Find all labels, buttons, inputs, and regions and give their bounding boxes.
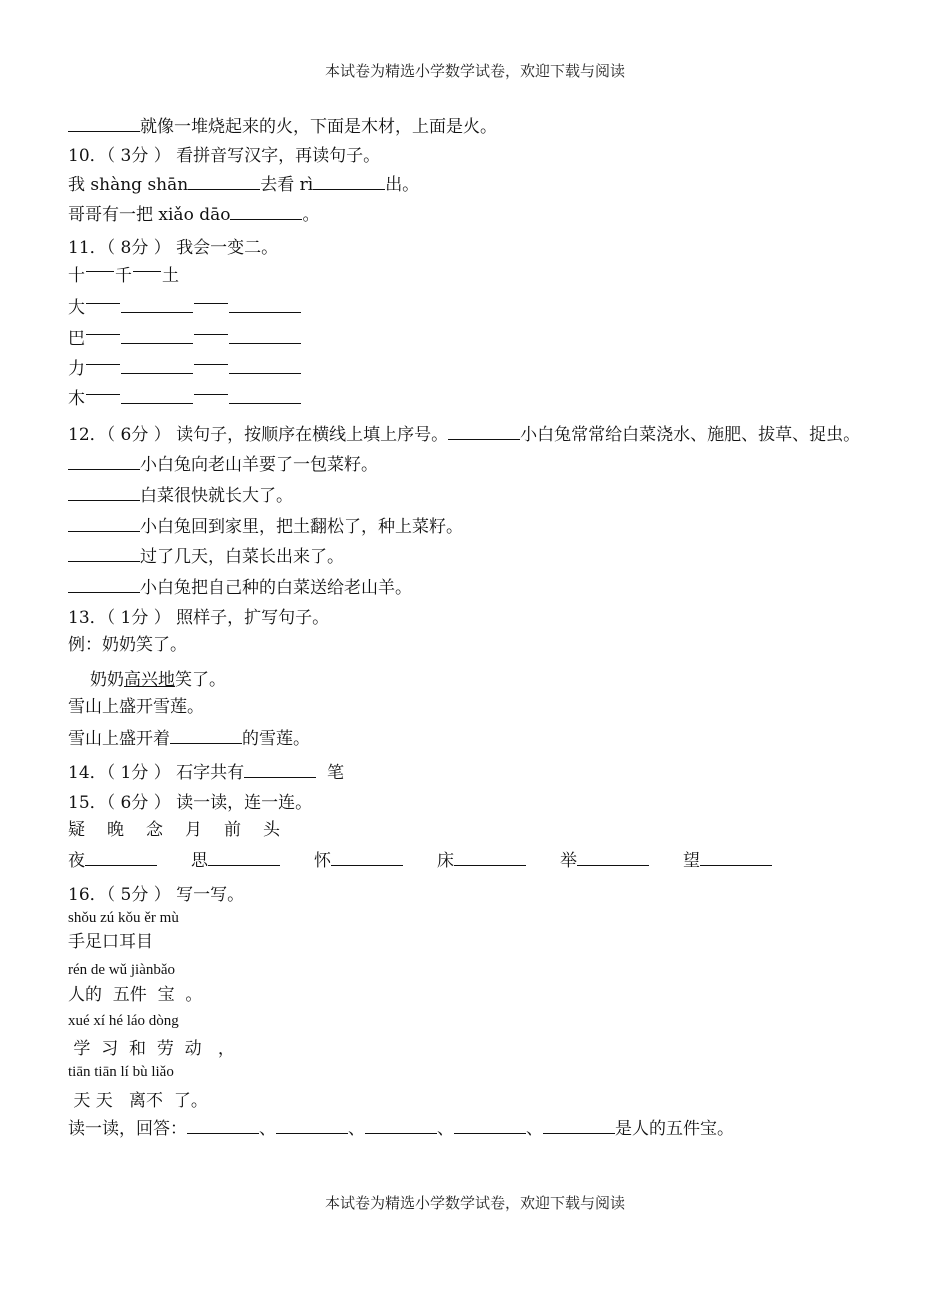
q12-item <box>68 577 412 598</box>
q10-s2-b: 。 <box>302 205 320 225</box>
answer-blank[interactable] <box>448 424 520 440</box>
page-header: 本试卷为精选小学数学试卷，欢迎下载与阅读 <box>324 62 625 80</box>
q13-sentence-2 <box>68 728 310 749</box>
q12-item <box>68 546 344 567</box>
answer-blank[interactable] <box>700 850 772 866</box>
answer-blank[interactable] <box>229 297 301 313</box>
q12-item-text: 白菜很快就长大了。 <box>140 486 293 506</box>
q11-row-char: 力 <box>68 359 85 379</box>
q16-pinyin-4: tiān tiān lí bù liǎo <box>68 1064 174 1080</box>
q13-s2-a: 雪山上盛开着 <box>68 729 170 749</box>
q13-example-label: 例：奶奶笑了。 <box>68 635 187 655</box>
q12-item <box>68 454 378 475</box>
answer-blank[interactable] <box>68 546 140 562</box>
q11-row-char: 巴 <box>68 329 85 349</box>
q15-top-char: 头 <box>263 820 280 840</box>
q12-first-item: 小白兔常常给白菜浇水、施肥、拔草、捉虫。 <box>520 425 861 445</box>
q13-example-a: 奶奶 <box>90 670 124 690</box>
q11-row-char: 大 <box>68 298 85 318</box>
answer-blank[interactable] <box>68 116 140 132</box>
answer-blank[interactable] <box>187 1118 259 1134</box>
answer-blank[interactable] <box>121 358 193 374</box>
q10-s1-a: 我 shàng shān <box>68 175 189 195</box>
q16-hanzi-3: 学 习 和 劳 动 ， <box>68 1039 235 1059</box>
q15-top-char: 念 <box>146 820 163 840</box>
q14-text: 14．（ 1分 ） 石字共有 <box>68 763 245 783</box>
q9-tail-text: 就像一堆烧起来的火，下面是木材，上面是火。 <box>140 117 497 137</box>
q15-bottom-char: 床 <box>437 851 454 871</box>
q11-example-char: 千 <box>115 266 132 286</box>
separator: 、 <box>437 1119 454 1139</box>
dash-line <box>194 394 228 405</box>
answer-blank[interactable] <box>68 485 140 501</box>
q15-bottom-char: 夜 <box>68 851 85 871</box>
q12-item-text: 小白兔把自己种的白菜送给老山羊。 <box>140 578 412 598</box>
answer-blank[interactable] <box>313 174 385 190</box>
q12-item <box>68 485 293 506</box>
q15-top-char: 前 <box>224 820 241 840</box>
q11-title: 11．（ 8分 ） 我会一变二。 <box>68 238 279 258</box>
q11-row <box>68 328 301 349</box>
q16-hanzi-4: 天 天 离不 了。 <box>68 1091 208 1111</box>
answer-blank[interactable] <box>170 728 242 744</box>
answer-blank[interactable] <box>543 1118 615 1134</box>
answer-blank[interactable] <box>331 850 403 866</box>
answer-blank[interactable] <box>229 358 301 374</box>
answer-blank[interactable] <box>188 174 260 190</box>
answer-blank[interactable] <box>121 328 193 344</box>
q11-row <box>68 388 301 409</box>
answer-blank[interactable] <box>68 577 140 593</box>
answer-blank[interactable] <box>230 204 302 220</box>
q12-title-line <box>68 424 860 445</box>
q15-top-char: 疑 <box>68 820 85 840</box>
q10-sentence-1 <box>68 174 419 195</box>
answer-blank[interactable] <box>121 388 193 404</box>
dash-line <box>86 303 120 314</box>
q10-title: 10．（ 3分 ） 看拼音写汉字，再读句子。 <box>68 146 381 166</box>
answer-blank[interactable] <box>121 297 193 313</box>
q12-item-text: 小白兔回到家里，把土翻松了，种上菜籽。 <box>140 517 463 537</box>
q11-row <box>68 297 301 318</box>
answer-blank[interactable] <box>68 454 140 470</box>
q15-bottom-char: 举 <box>560 851 577 871</box>
q13-example-b: 笑了。 <box>175 670 226 690</box>
q16-answer-line <box>68 1118 734 1139</box>
q12-item <box>68 516 463 537</box>
q13-example-underlined: 高兴地 <box>124 670 175 690</box>
q13-title: 13．（ 1分 ） 照样子，扩写句子。 <box>68 608 330 628</box>
answer-blank[interactable] <box>244 762 316 778</box>
q16-pinyin-1: shǒu zú kǒu ěr mù <box>68 910 179 926</box>
q15-top-char: 晚 <box>107 820 124 840</box>
q16-title: 16．（ 5分 ） 写一写。 <box>68 885 245 905</box>
q11-row-char: 木 <box>68 389 85 409</box>
answer-blank[interactable] <box>577 850 649 866</box>
q16-hanzi-1: 手足口耳目 <box>68 932 153 952</box>
q16-hanzi-2: 人的 五件 宝 。 <box>68 985 203 1005</box>
q15-bottom-char: 怀 <box>314 851 331 871</box>
q14-line <box>68 762 344 783</box>
q13-sentence-1: 雪山上盛开雪莲。 <box>68 697 204 717</box>
q16-pinyin-2: rén de wǔ jiànbǎo <box>68 962 176 978</box>
dash-line <box>86 394 120 405</box>
q15-bottom-char: 望 <box>683 851 700 871</box>
separator: 、 <box>259 1119 276 1139</box>
q16-pinyin-3: xué xí hé láo dòng <box>68 1013 179 1029</box>
answer-blank[interactable] <box>208 850 280 866</box>
dash-line <box>194 303 228 314</box>
dash-line <box>194 364 228 375</box>
q13-example <box>90 670 226 690</box>
q10-sentence-2 <box>68 204 319 225</box>
dash-line <box>194 334 228 345</box>
q9-tail <box>68 116 497 137</box>
q11-example-char: 土 <box>162 266 179 286</box>
answer-blank[interactable] <box>68 516 140 532</box>
q15-top-char: 月 <box>185 820 202 840</box>
q13-s2-b: 的雪莲。 <box>242 729 310 749</box>
answer-blank[interactable] <box>229 328 301 344</box>
q11-example <box>68 266 179 286</box>
answer-blank[interactable] <box>454 850 526 866</box>
q15-bottom-char: 思 <box>191 851 208 871</box>
q12-title: 12．（ 6分 ） 读句子，按顺序在横线上填上序号。 <box>68 425 449 445</box>
answer-blank[interactable] <box>454 1118 526 1134</box>
q14-unit: 笔 <box>326 763 344 783</box>
q12-item-text: 小白兔向老山羊要了一包菜籽。 <box>140 455 378 475</box>
dash-line <box>86 364 120 375</box>
q11-example-char: 十 <box>68 266 85 286</box>
q16-answer-tail: 是人的五件宝。 <box>615 1119 734 1139</box>
q11-row <box>68 358 301 379</box>
dash-line <box>86 334 120 345</box>
q10-s1-b: 去看 rì <box>260 175 314 195</box>
answer-blank[interactable] <box>276 1118 348 1134</box>
q10-s2-a: 哥哥有一把 xiǎo dāo <box>68 205 231 225</box>
separator: 、 <box>348 1119 365 1139</box>
dash-line <box>86 271 114 282</box>
answer-blank[interactable] <box>85 850 157 866</box>
separator: 、 <box>526 1119 543 1139</box>
answer-blank[interactable] <box>229 388 301 404</box>
q15-title: 15．（ 6分 ） 读一读，连一连。 <box>68 793 313 813</box>
q15-top-row <box>68 820 280 840</box>
page-footer: 本试卷为精选小学数学试卷，欢迎下载与阅读 <box>324 1194 625 1212</box>
q15-bottom-row <box>68 850 772 871</box>
dash-line <box>133 271 161 282</box>
q10-s1-c: 出。 <box>385 175 420 195</box>
q16-answer-label: 读一读，回答： <box>68 1119 187 1139</box>
answer-blank[interactable] <box>365 1118 437 1134</box>
q12-item-text: 过了几天，白菜长出来了。 <box>140 547 344 567</box>
